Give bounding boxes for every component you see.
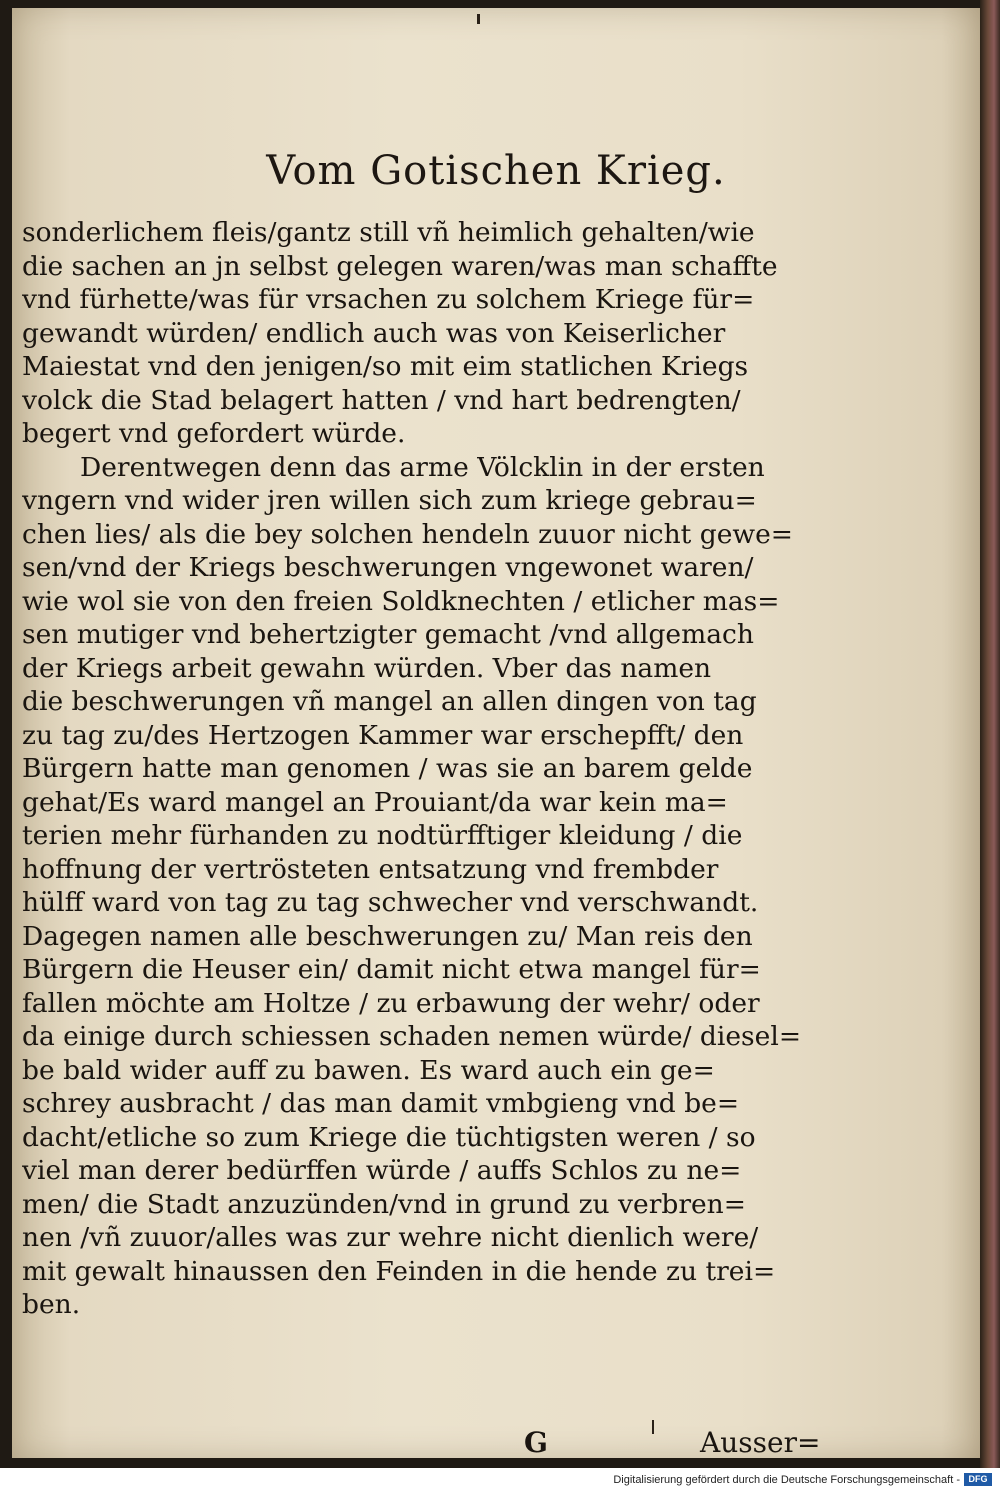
text-line: hülff ward von tag zu tag schwecher vnd verschwandt.: [22, 887, 759, 918]
page-body-text: [22, 216, 822, 1322]
text-line: nen /vñ zuuor/alles was zur wehre nicht dienlich were/: [22, 1222, 759, 1253]
text-line: begert vnd gefordert würde.: [22, 418, 406, 449]
text-line: vngern vnd wider jren willen sich zum kriege gebrau=: [22, 485, 757, 516]
text-line: sen/vnd der Kriegs beschwerungen vngewonet waren/: [22, 552, 754, 583]
text-line: terien mehr fürhanden zu nodtürfftiger kleidung / die: [22, 820, 743, 851]
text-line: der Kriegs arbeit gewahn würden. Vber das namen: [22, 652, 712, 684]
text-line: die beschwerungen vñ mangel an allen dingen von tag: [22, 686, 757, 717]
text-line: sen mutiger vnd behertzigter gemacht /vnd allgemach: [22, 619, 754, 650]
text-line: Bürgern die Heuser ein/ damit nicht etwa mangel für=: [22, 954, 761, 985]
text-line: gewandt würden/ endlich auch was von Keiserlicher: [22, 317, 726, 349]
text-line: dacht/etliche so zum Kriege die tüchtigsten weren / so: [22, 1121, 756, 1153]
ink-mark: [477, 14, 480, 24]
text-line: ben.: [22, 1289, 81, 1320]
text-line: Dagegen namen alle beschwerungen zu/ Man reis den: [22, 920, 753, 952]
ink-mark: [652, 1420, 654, 1434]
book-page: [12, 8, 980, 1458]
text-line: chen lies/ als die bey solchen hendeln zuuor nicht gewe=: [22, 518, 793, 550]
text-line: zu tag zu/des Hertzogen Kammer war erschepfft/ den: [22, 719, 744, 751]
text-line: Derentwegen denn das arme Völcklin in der ersten: [80, 451, 765, 483]
text-line: hoffnung der vertrösteten entsatzung vnd frembder: [22, 853, 719, 885]
book-edge: [980, 0, 1000, 1468]
text-line: Maiestat vnd den jenigen/so mit eim statlichen Kriegs: [22, 351, 749, 382]
funding-credit: Digitalisierung gefördert durch die Deutsche Forschungsgemeinschaft -: [613, 1474, 960, 1486]
text-line: be bald wider auff zu bawen. Es ward auch ein ge=: [22, 1054, 715, 1086]
page-heading: Vom Gotischen Krieg.: [266, 148, 726, 194]
text-line: die sachen an jn selbst gelegen waren/was man schaffte: [22, 250, 778, 282]
text-line: fallen möchte am Holtze / zu erbawung der wehr/ oder: [22, 987, 760, 1019]
digitization-footer: [0, 1468, 1000, 1491]
dfg-logo-icon: DFG: [964, 1473, 992, 1486]
text-line: sonderlichem fleis/gantz still vñ heimlich gehalten/wie: [22, 217, 755, 248]
text-line: wie wol sie von den freien Soldknechten / etlicher mas=: [22, 585, 780, 617]
signature-mark: G: [524, 1426, 548, 1459]
text-line: schrey ausbracht / das man damit vmbgieng vnd be=: [22, 1088, 740, 1119]
text-line: mit gewalt hinaussen den Feinden in die hende zu trei=: [22, 1255, 776, 1287]
catchword: Ausser=: [700, 1426, 821, 1459]
text-line: volck die Stad belagert hatten / vnd hart bedrengten/: [22, 384, 741, 416]
text-line: gehat/Es ward mangel an Prouiant/da war kein ma=: [22, 786, 728, 818]
text-line: vnd fürhette/was für vrsachen zu solchem Kriege für=: [22, 284, 755, 315]
text-line: men/ die Stadt anzuzünden/vnd in grund zu verbren=: [22, 1188, 746, 1220]
text-line: Bürgern hatte man genomen / was sie an barem gelde: [22, 753, 753, 784]
text-line: da einige durch schiessen schaden nemen würde/ diesel=: [22, 1021, 802, 1052]
text-line: viel man derer bedürffen würde / auffs Schlos zu ne=: [22, 1155, 742, 1186]
